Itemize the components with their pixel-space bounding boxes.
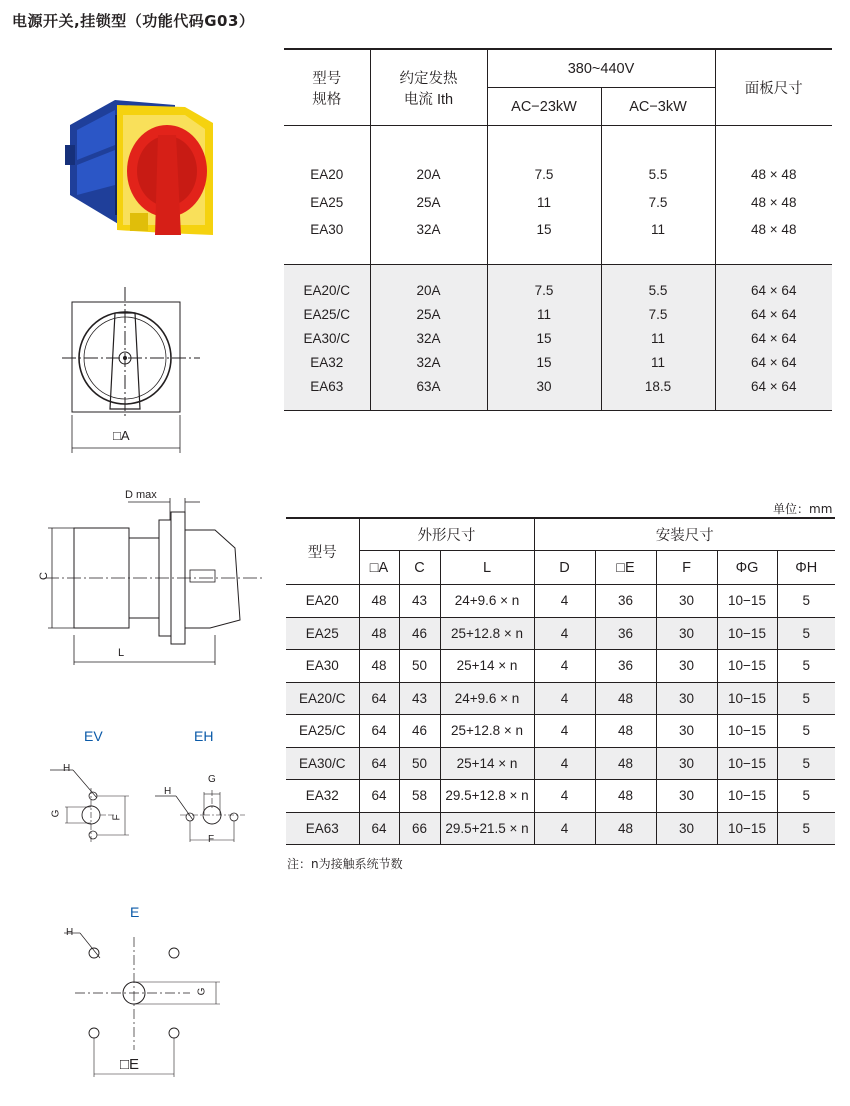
g1-ac3 [601, 126, 715, 265]
g1-ac23-value: 15 [536, 222, 552, 237]
table-cell: 10−15 [717, 617, 777, 650]
table-cell: 64 [359, 682, 399, 715]
table-cell: 5 [777, 682, 835, 715]
table-cell: 64 [359, 715, 399, 748]
table-cell: 30 [656, 682, 717, 715]
g2-ac23-value: 15 [536, 354, 552, 370]
table-cell: 25+14 × n [440, 650, 534, 683]
product-photo [55, 85, 225, 245]
g2-model: EA63 [310, 378, 344, 394]
ev-drawing [45, 760, 140, 845]
table-cell: 46 [399, 617, 440, 650]
table-row [286, 747, 835, 780]
g2-panel-value: 64 × 64 [751, 282, 797, 298]
ev-title: EV [84, 728, 103, 744]
g2-current: 32A [416, 330, 441, 346]
eh-dim-g: G [208, 774, 216, 785]
e-dim-e: □E [120, 1056, 140, 1073]
table-cell: EA25 [286, 617, 359, 650]
eh-dim-h: H [164, 786, 172, 797]
table-row [286, 812, 835, 845]
table-cell: 48 [359, 585, 399, 618]
g2-ac23-value: 30 [536, 378, 552, 394]
table-cell: 50 [399, 650, 440, 683]
g2-current: 32A [416, 354, 441, 370]
g1-current: 25A [416, 194, 441, 210]
g2-panel-value: 64 × 64 [751, 354, 797, 370]
table-cell: 36 [595, 617, 656, 650]
e-title: E [130, 904, 140, 920]
table-cell: 4 [534, 747, 595, 780]
table-cell: 5 [777, 585, 835, 618]
g2-current: 63A [416, 378, 441, 394]
table-row [286, 617, 835, 650]
dim-l: L [118, 647, 125, 659]
table-cell: 25+14 × n [440, 747, 534, 780]
col-e: □E [595, 551, 656, 585]
g2-panel [715, 264, 832, 410]
table-cell: 30 [656, 650, 717, 683]
col-c: C [399, 551, 440, 585]
ev-dim-g: G [50, 809, 62, 818]
g2-ac23-value: 15 [536, 330, 552, 346]
col-a: □A [359, 551, 399, 585]
page-title: 电源开关,挂锁型（功能代码G03） [12, 12, 255, 30]
header-outer: 外形尺寸 [359, 518, 534, 551]
g2-ac3-value: 11 [650, 354, 665, 370]
table-cell: 24+9.6 × n [440, 682, 534, 715]
g2-ac23-value: 7.5 [534, 282, 554, 298]
dim-c: C [37, 572, 50, 580]
g1-ac3-value: 5.5 [648, 167, 668, 182]
table-cell: EA30/C [286, 747, 359, 780]
g1-current: 20A [416, 167, 441, 182]
table-cell: 30 [656, 780, 717, 813]
header-ac23: AC−23kW [487, 88, 601, 126]
g1-panel-value: 48 × 48 [751, 194, 797, 210]
table-cell: 4 [534, 650, 595, 683]
table-cell: 43 [399, 682, 440, 715]
eh-title: EH [194, 728, 214, 744]
table-cell: 4 [534, 780, 595, 813]
g2-model: EA20/C [303, 282, 351, 298]
table-cell: 48 [595, 812, 656, 845]
table-cell: 25+12.8 × n [440, 715, 534, 748]
table-cell: 5 [777, 780, 835, 813]
table-cell: EA63 [286, 812, 359, 845]
table-cell: 66 [399, 812, 440, 845]
table-cell: 25+12.8 × n [440, 617, 534, 650]
header-current [370, 49, 487, 126]
table-cell: 4 [534, 715, 595, 748]
table-cell: 64 [359, 780, 399, 813]
table-cell: 48 [359, 617, 399, 650]
g1-ac3-value: 7.5 [648, 194, 668, 210]
g1-ac3-value: 11 [650, 222, 665, 237]
table-cell: 46 [399, 715, 440, 748]
g1-panel-value: 48 × 48 [751, 222, 797, 237]
table-cell: 58 [399, 780, 440, 813]
g1-ac23 [487, 126, 601, 265]
g1-panel [715, 126, 832, 265]
header-panel: 面板尺寸 [715, 49, 832, 126]
col-g: ΦG [717, 551, 777, 585]
g1-ac23-value: 7.5 [534, 167, 554, 182]
table-cell: 10−15 [717, 812, 777, 845]
table-cell: 48 [359, 650, 399, 683]
table-cell: EA20 [286, 585, 359, 618]
header-current-line2: 电流 Ith [403, 91, 454, 108]
g2-model: EA32 [310, 354, 344, 370]
eh-drawing [150, 770, 250, 850]
header-install: 安装尺寸 [534, 518, 835, 551]
table-row [286, 650, 835, 683]
g1-model: EA25 [310, 194, 344, 210]
e-drawing [60, 925, 230, 1085]
header-model-line2: 规格 [312, 91, 342, 108]
g1-model: EA20 [310, 167, 344, 182]
table-cell: 10−15 [717, 650, 777, 683]
g2-ac3-value: 18.5 [644, 378, 672, 394]
g2-ac23-value: 11 [536, 306, 551, 322]
dim-d-max: D max [125, 489, 157, 501]
unit-label: 单位：mm [773, 502, 833, 516]
table-cell: 4 [534, 585, 595, 618]
header-ac3: AC−3kW [601, 88, 715, 126]
g2-panel-value: 64 × 64 [751, 330, 797, 346]
col-h: ΦH [777, 551, 835, 585]
g2-model: EA25/C [303, 306, 351, 322]
table-cell: EA20/C [286, 682, 359, 715]
header-model [284, 49, 370, 126]
g1-model: EA30 [310, 222, 344, 237]
table-cell: 29.5+21.5 × n [440, 812, 534, 845]
table-cell: 30 [656, 715, 717, 748]
table-cell: 5 [777, 617, 835, 650]
table-cell: 48 [595, 780, 656, 813]
table-cell: 10−15 [717, 780, 777, 813]
table-row [286, 780, 835, 813]
table-cell: 30 [656, 812, 717, 845]
table-cell: 5 [777, 650, 835, 683]
table-cell: 4 [534, 682, 595, 715]
footnote: 注：n为接触系统节数 [287, 857, 403, 871]
table-cell: EA30 [286, 650, 359, 683]
header-model: 型号 [286, 518, 359, 585]
g2-current: 25A [416, 306, 441, 322]
table-cell: 64 [359, 812, 399, 845]
g2-ac3-value: 11 [650, 330, 665, 346]
table-cell: 50 [399, 747, 440, 780]
g2-ac3 [601, 264, 715, 410]
g1-current: 32A [416, 222, 441, 237]
table-cell: 48 [595, 747, 656, 780]
table-cell: 10−15 [717, 682, 777, 715]
e-dim-g: G [196, 987, 208, 996]
g2-ac3-value: 7.5 [648, 306, 668, 322]
front-dim-a: □A [113, 428, 130, 443]
table-cell: EA25/C [286, 715, 359, 748]
front-view-drawing [60, 285, 205, 455]
table-cell: 43 [399, 585, 440, 618]
table-row [286, 682, 835, 715]
ev-dim-f: F [111, 814, 123, 821]
table-cell: 24+9.6 × n [440, 585, 534, 618]
table-cell: 48 [595, 715, 656, 748]
g2-ac3-value: 5.5 [648, 282, 668, 298]
table-cell: 36 [595, 650, 656, 683]
g2-models [284, 264, 370, 410]
g2-ac23 [487, 264, 601, 410]
table-cell: 30 [656, 747, 717, 780]
table-cell: 30 [656, 617, 717, 650]
col-l: L [440, 551, 534, 585]
dimension-table [286, 517, 835, 845]
table-row [286, 715, 835, 748]
table-cell: 48 [595, 682, 656, 715]
table-cell: 10−15 [717, 585, 777, 618]
side-view-drawing [37, 490, 270, 670]
g1-models [284, 126, 370, 265]
table-cell: EA32 [286, 780, 359, 813]
col-f: F [656, 551, 717, 585]
g1-ac23-value: 11 [536, 194, 551, 210]
table-row [286, 585, 835, 618]
g1-panel-value: 48 × 48 [751, 167, 797, 182]
table-cell: 64 [359, 747, 399, 780]
table-cell: 36 [595, 585, 656, 618]
g2-model: EA30/C [303, 330, 351, 346]
table-cell: 4 [534, 617, 595, 650]
table-cell: 29.5+12.8 × n [440, 780, 534, 813]
header-current-line1: 约定发热 [399, 70, 458, 87]
table-cell: 5 [777, 747, 835, 780]
header-voltage: 380~440V [487, 49, 715, 88]
e-dim-h: H [66, 927, 74, 938]
table-cell: 10−15 [717, 715, 777, 748]
table-cell: 5 [777, 812, 835, 845]
g2-current: 20A [416, 282, 441, 298]
table-cell: 4 [534, 812, 595, 845]
g2-panel-value: 64 × 64 [751, 306, 797, 322]
table-cell: 5 [777, 715, 835, 748]
g2-panel-value: 64 × 64 [751, 378, 797, 394]
g2-currents [370, 264, 487, 410]
eh-dim-f: F [208, 834, 215, 845]
header-model-line1: 型号 [312, 70, 342, 87]
ev-dim-h: H [63, 763, 71, 774]
col-d: D [534, 551, 595, 585]
table-cell: 30 [656, 585, 717, 618]
table-cell: 10−15 [717, 747, 777, 780]
g1-currents [370, 126, 487, 265]
rating-table [284, 48, 832, 411]
